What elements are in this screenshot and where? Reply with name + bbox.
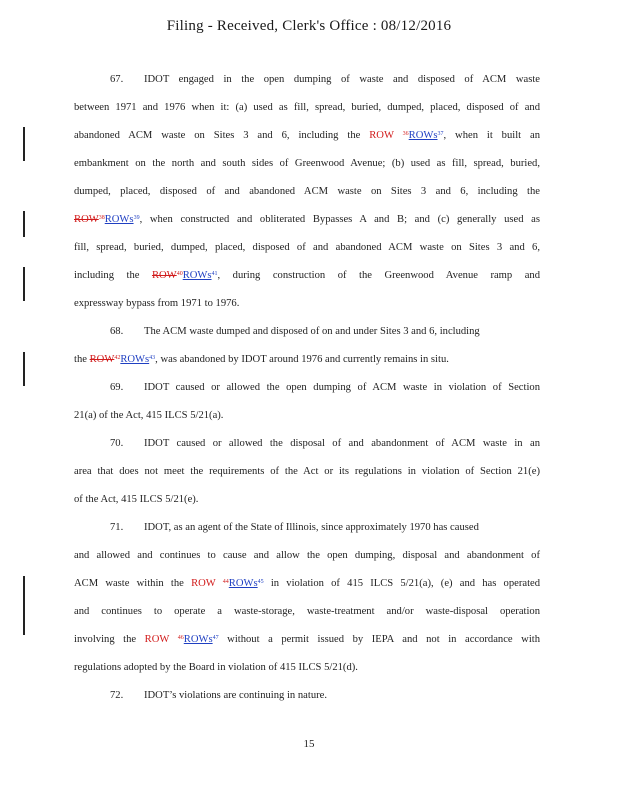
deleted-row: ROW bbox=[191, 578, 216, 589]
paragraph-number: 70. bbox=[110, 438, 124, 449]
paragraph-67-line-1: 67. IDOT engaged in the open dumping of waste and disposed of ACM waste bbox=[110, 74, 540, 85]
paragraph-67-line-5: dumped, placed, disposed of and abandoned ACM waste on Sites 3 and 6, including the bbox=[74, 186, 540, 197]
paragraph-71-line-1: 71. IDOT, as an agent of the State of Illinois, since approximately 1970 has caused bbox=[110, 522, 479, 533]
change-bar bbox=[23, 605, 25, 635]
footnote-ref: 43 bbox=[149, 355, 156, 361]
paragraph-68-line-1: 68. The ACM waste dumped and disposed of on and under Sites 3 and 6, including bbox=[110, 326, 480, 337]
paragraph-67-line-9: expressway bypass from 1971 to 1976. bbox=[74, 298, 240, 309]
inserted-rows: ROWs bbox=[183, 634, 213, 645]
change-bar bbox=[23, 267, 25, 301]
footnote-ref: 44 bbox=[222, 579, 229, 585]
footnote-ref: 45 bbox=[257, 579, 264, 585]
paragraph-number: 68. bbox=[110, 326, 124, 337]
paragraph-71-line-6: regulations adopted by the Board in violation of 415 ILCS 5/21(d). bbox=[74, 662, 358, 673]
filing-header: Filing - Received, Clerk's Office : 08/12/2016 bbox=[166, 18, 452, 34]
inserted-rows: ROWs bbox=[104, 214, 134, 225]
paragraph-70-line-1: 70. IDOT caused or allowed the disposal of and abandonment of ACM waste in an bbox=[110, 438, 540, 449]
paragraph-67-line-4: embankment on the north and south sides of Greenwood Avenue; (b) used as fill, spread, buried, bbox=[74, 158, 540, 169]
footnote-ref: 38 bbox=[98, 215, 105, 221]
paragraph-71-line-4: and continues to operate a waste-storage, waste-treatment and/or waste-disposal operation bbox=[74, 606, 540, 617]
deleted-row: ROW bbox=[151, 270, 177, 281]
footnote-ref: 39 bbox=[133, 215, 140, 221]
footnote-ref: 36 bbox=[402, 131, 409, 137]
page-number: 15 bbox=[303, 738, 315, 750]
paragraph-72-line-1: 72. IDOT’s violations are continuing in nature. bbox=[110, 690, 327, 701]
paragraph-number: 72. bbox=[110, 690, 124, 701]
paragraph-68-line-2: the ROW$^{42}$ROWs$^{43}$, was abandoned by IDOT around 1976 and currently remains in situ. bbox=[74, 354, 449, 365]
paragraph-71-line-5: involving the ROW $^{46}$ROWs$^{47}$ without a permit issued by IEPA and not in accordance with bbox=[74, 634, 541, 645]
inserted-rows: ROWs bbox=[228, 578, 258, 589]
footnote-ref: 42 bbox=[114, 355, 121, 361]
deleted-row: ROW bbox=[369, 130, 394, 141]
inserted-rows: ROWs bbox=[408, 130, 438, 141]
footnote-ref: 41 bbox=[211, 271, 218, 277]
paragraph-67-line-3: abandoned ACM waste on Sites 3 and 6, including the ROW $^{36}$ROWs$^{37}$, when it built an bbox=[74, 130, 541, 141]
change-bar bbox=[23, 211, 25, 237]
paragraph-70-line-2: area that does not meet the requirements of the Act or its regulations in violation of Section 21(e) bbox=[74, 466, 540, 477]
paragraph-70-line-3: of the Act, 415 ILCS 5/21(e). bbox=[74, 494, 199, 505]
paragraph-number: 69. bbox=[110, 382, 124, 393]
inserted-rows: ROWs bbox=[120, 354, 150, 365]
deleted-row: ROW bbox=[144, 634, 170, 645]
footnote-ref: 46 bbox=[177, 635, 184, 641]
inserted-rows: ROWs bbox=[182, 270, 212, 281]
paragraph-67-line-8: including the ROW$^{40}$ROWs$^{41}$, during construction of the Greenwood Avenue ramp and bbox=[74, 270, 541, 281]
paragraph-69-line-2: 21(a) of the Act, 415 ILCS 5/21(a). bbox=[74, 410, 224, 421]
footnote-ref: 47 bbox=[212, 635, 219, 641]
paragraph-71-line-2: and allowed and continues to cause and allow the open dumping, disposal and abandonment of bbox=[74, 550, 540, 561]
paragraph-67-line-2: between 1971 and 1976 when it: (a) used as fill, spread, buried, dumped, placed, disposed of and bbox=[74, 102, 540, 113]
deleted-row: ROW bbox=[89, 354, 115, 365]
change-bar bbox=[23, 352, 25, 386]
paragraph-number: 71. bbox=[110, 522, 124, 533]
paragraph-69-line-1: 69. IDOT caused or allowed the open dumping of ACM waste in violation of Section bbox=[110, 382, 540, 393]
footnote-ref: 40 bbox=[176, 271, 183, 277]
paragraph-67-line-6: ROW$^{38}$ROWs$^{39}$, when constructed and obliterated Bypasses A and B; and (c) generally used as bbox=[74, 214, 540, 225]
footnote-ref: 37 bbox=[437, 131, 444, 137]
change-bar bbox=[23, 127, 25, 161]
paragraph-number: 67. bbox=[110, 74, 124, 85]
paragraph-67-line-7: fill, spread, buried, dumped, placed, disposed of and abandoned ACM waste on Sites 3 and 6, bbox=[74, 242, 540, 253]
paragraph-71-line-3: ACM waste within the ROW $^{44}$ROWs$^{45}$ in violation of 415 ILCS 5/21(a), (e) and has operated bbox=[74, 578, 541, 589]
deleted-row: ROW bbox=[74, 214, 99, 225]
